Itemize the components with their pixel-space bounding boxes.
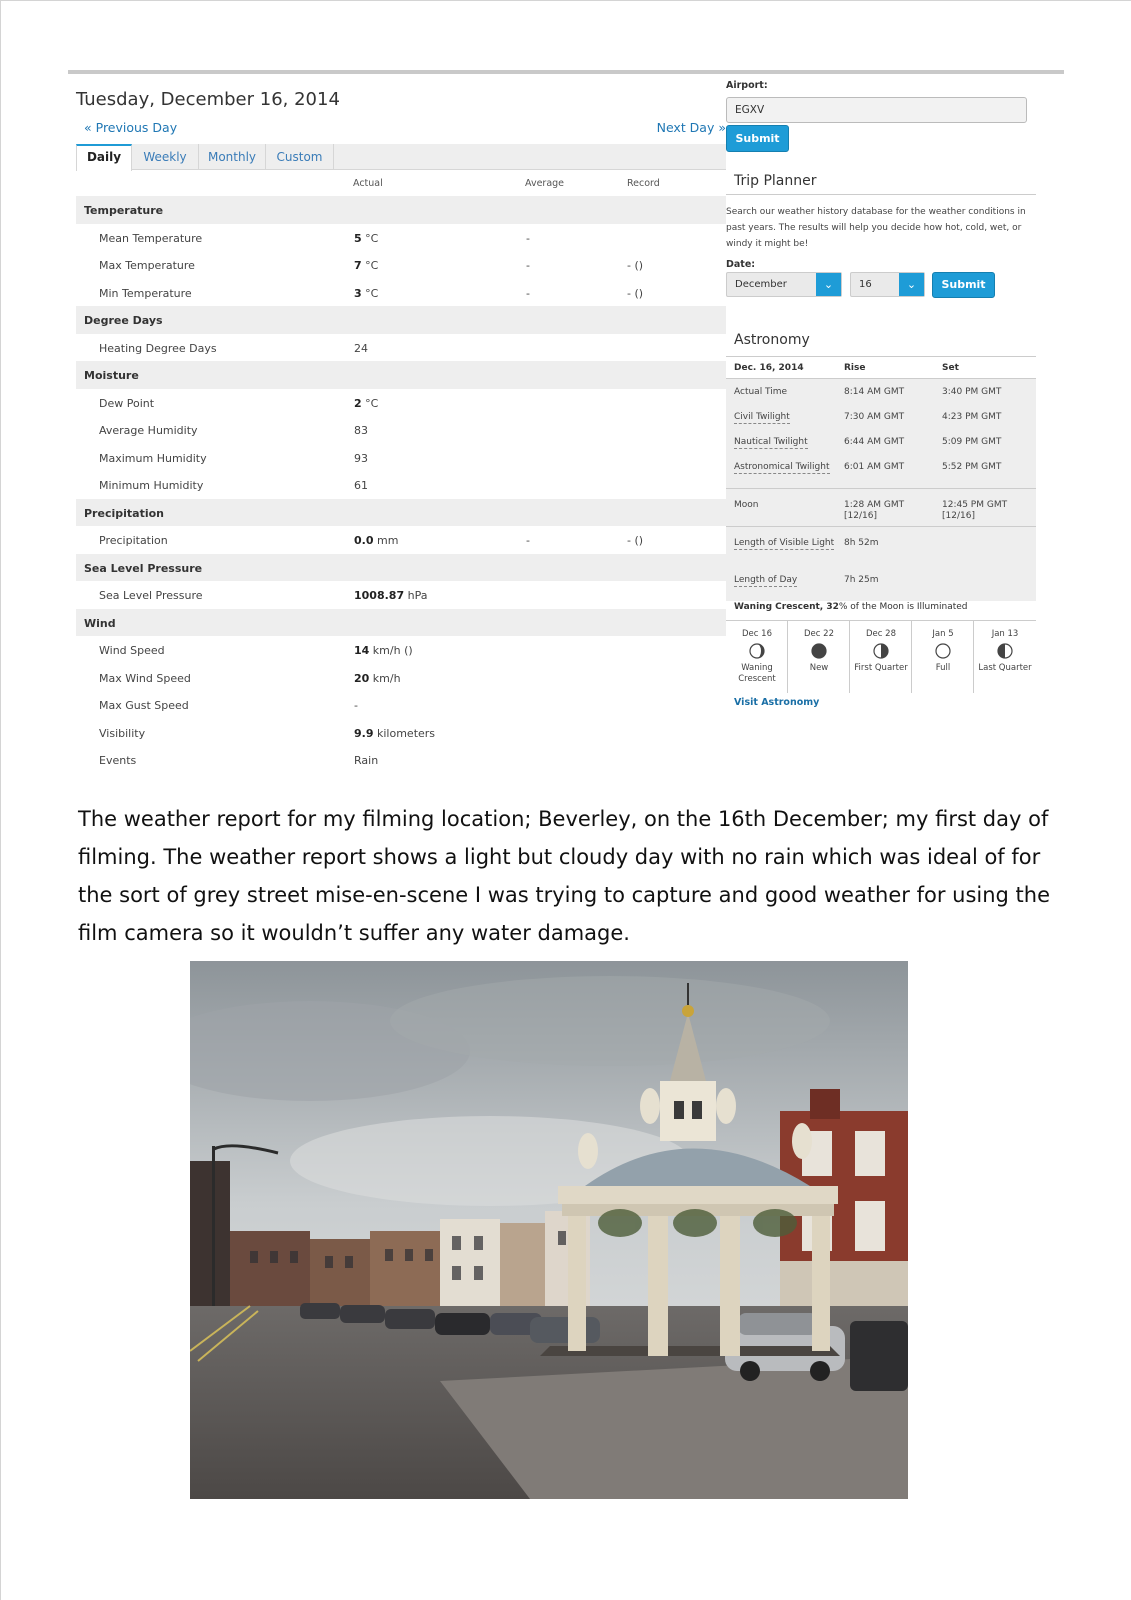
actual-value xyxy=(354,424,368,437)
table-row xyxy=(76,471,726,499)
rise-time: 7h 25m xyxy=(844,575,879,585)
moon-phases xyxy=(726,620,1036,692)
next-day-link[interactable]: Next Day » xyxy=(656,120,726,135)
table-section-header xyxy=(76,306,726,334)
rise-time: 6:44 AM GMT xyxy=(844,437,905,447)
actual-value xyxy=(354,589,427,602)
actual-value xyxy=(354,259,378,272)
row-label: Sea Level Pressure xyxy=(99,589,203,602)
rise-time: 8h 52m xyxy=(844,538,879,548)
last-quarter-icon xyxy=(997,643,1013,659)
actual-unit: hPa xyxy=(404,589,428,602)
actual-unit: kilometers xyxy=(373,726,436,740)
actual-unit: 83 xyxy=(354,424,368,437)
tab-monthly[interactable]: Monthly xyxy=(199,144,266,170)
beverley-market-cross-photo xyxy=(190,961,908,1499)
month-select-value: December xyxy=(735,279,787,290)
actual-unit: 24 xyxy=(354,341,368,355)
row-label: Events xyxy=(99,754,137,767)
table-section-header xyxy=(76,499,726,527)
set-time: 4:23 PM GMT xyxy=(942,412,1002,422)
set-time: 5:09 PM GMT xyxy=(942,437,1002,447)
set-time: 12:45 PM GMT [12/16] xyxy=(942,500,1008,521)
moon-illumination xyxy=(734,602,968,612)
new-moon-icon xyxy=(811,643,827,659)
astronomy-term-link[interactable]: Nautical Twilight xyxy=(734,437,808,447)
astronomy-header xyxy=(726,356,1036,379)
moon-phase-item xyxy=(974,621,1036,693)
table-row xyxy=(76,664,726,692)
actual-value xyxy=(354,232,378,245)
airport-input[interactable] xyxy=(726,97,1027,123)
actual-number: 20 xyxy=(354,671,370,685)
row-label: Max Wind Speed xyxy=(99,671,191,685)
actual-number: 1008.87 xyxy=(354,589,405,602)
table-row xyxy=(76,416,726,444)
top-divider xyxy=(68,70,1064,74)
first-quarter-icon xyxy=(873,643,889,659)
section-label: Temperature xyxy=(84,204,164,217)
trip-planner-title: Trip Planner xyxy=(734,173,817,189)
divider xyxy=(726,488,1036,489)
date-title: Tuesday, December 16, 2014 xyxy=(76,89,340,110)
actual-value xyxy=(354,452,368,465)
moon-phase-item xyxy=(850,621,912,693)
row-label: Max Temperature xyxy=(99,259,195,272)
moon-phase-date: Dec 28 xyxy=(866,629,896,639)
chevron-down-icon: ⌄ xyxy=(816,273,841,296)
trip-planner-description: Search our weather history database for the weather conditions in past years. The results will help you decide how hot, cold, wet, or windy it might be! xyxy=(726,207,1026,249)
table-row xyxy=(76,691,726,719)
row-label: Maximum Humidity xyxy=(99,451,207,465)
table-row xyxy=(76,444,726,472)
record-value: - () xyxy=(627,534,644,547)
caption-text: The weather report for my filming location; Beverley, on the 16th December; my first day of filming. The weather report shows a light but cloudy day with no rain which was ideal of for the sort of grey street mise-en-scene I was trying to capture and good weather for using the film camera so it wouldn’t suffer any water damage. xyxy=(78,807,1051,945)
record-value: - () xyxy=(627,259,644,272)
month-select[interactable] xyxy=(726,272,842,297)
section-label: Sea Level Pressure xyxy=(84,561,203,575)
average-value: - xyxy=(526,286,530,300)
row-label: Max Gust Speed xyxy=(99,699,189,712)
tab-weekly[interactable]: Weekly xyxy=(132,144,199,170)
actual-unit: °C xyxy=(361,259,379,272)
table-row xyxy=(76,251,726,279)
astronomy-row-label: Actual Time xyxy=(734,387,788,397)
record-value: - () xyxy=(627,286,644,300)
column-header-actual: Actual xyxy=(353,178,383,189)
rise-header: Rise xyxy=(844,363,866,373)
astronomy-table xyxy=(726,379,1036,601)
astronomy-term-link[interactable]: Length of Day xyxy=(734,575,798,585)
rise-time: 8:14 AM GMT xyxy=(844,387,905,397)
moon-phase-item xyxy=(726,621,788,693)
table-row xyxy=(76,526,726,554)
table-row xyxy=(76,719,726,747)
row-label: Minimum Humidity xyxy=(99,479,204,492)
column-header-record: Record xyxy=(627,178,660,189)
section-label: Wind xyxy=(84,616,116,630)
waning-crescent-icon xyxy=(749,643,765,659)
actual-value xyxy=(354,644,413,657)
astronomy-date: Dec. 16, 2014 xyxy=(734,363,804,373)
day-select[interactable] xyxy=(850,272,925,297)
table-section-header xyxy=(76,361,726,389)
average-value: - xyxy=(526,534,530,547)
moon-phase-item xyxy=(912,621,974,693)
actual-unit: km/h xyxy=(369,671,401,685)
previous-day-link[interactable]: « Previous Day xyxy=(84,120,178,135)
actual-value xyxy=(354,534,398,547)
actual-unit: 61 xyxy=(354,479,368,492)
tab-daily[interactable]: Daily xyxy=(76,144,132,171)
actual-number: 9.9 xyxy=(354,726,374,740)
row-label: Min Temperature xyxy=(99,286,192,300)
actual-number: 5 xyxy=(354,231,362,245)
actual-value xyxy=(354,699,358,712)
table-row xyxy=(76,224,726,252)
actual-unit: °C xyxy=(361,396,379,410)
moon-phase-date: Dec 16 xyxy=(742,629,772,639)
moon-phase-date: Jan 13 xyxy=(991,629,1019,639)
table-section-header xyxy=(76,609,726,637)
table-section-header xyxy=(76,196,726,224)
actual-value xyxy=(354,672,401,685)
full-moon-icon xyxy=(935,643,951,659)
rise-time: 1:28 AM GMT [12/16] xyxy=(844,500,905,521)
table-row xyxy=(76,581,726,609)
row-label: Heating Degree Days xyxy=(99,341,217,355)
table-row xyxy=(76,279,726,307)
divider xyxy=(726,194,1036,195)
divider xyxy=(726,526,1036,527)
astronomy-row-label: Moon xyxy=(734,500,759,510)
day-select-value: 16 xyxy=(859,279,872,290)
actual-number: 14 xyxy=(354,644,370,657)
rise-time: 7:30 AM GMT xyxy=(844,412,905,422)
row-label: Mean Temperature xyxy=(99,231,203,245)
moon-phase-name: New xyxy=(809,663,829,673)
set-time: 5:52 PM GMT xyxy=(942,462,1002,472)
section-label: Moisture xyxy=(84,369,139,382)
actual-unit: Rain xyxy=(354,754,379,767)
tab-custom[interactable]: Custom xyxy=(266,144,334,170)
visit-astronomy-link[interactable]: Visit Astronomy xyxy=(734,697,820,708)
astronomy-term-link[interactable]: Astronomical Twilight xyxy=(734,462,830,472)
section-label: Precipitation xyxy=(84,506,164,520)
moon-phase-date: Dec 22 xyxy=(804,629,834,639)
astronomy-term-link[interactable]: Length of Visible Light xyxy=(734,538,835,548)
actual-number: 3 xyxy=(354,286,362,300)
rise-time: 6:01 AM GMT xyxy=(844,462,905,472)
row-label: Precipitation xyxy=(99,534,168,547)
moon-phase-name: Waning Crescent xyxy=(738,663,776,684)
moon-phase-date: Jan 5 xyxy=(932,629,954,639)
average-value: - xyxy=(526,259,530,272)
weather-table xyxy=(76,196,726,774)
table-row xyxy=(76,334,726,362)
row-label: Wind Speed xyxy=(99,644,165,657)
moon-phase-name: Waning Crescent, 32 xyxy=(734,602,839,612)
moon-phase-name: Last Quarter xyxy=(978,663,1032,673)
moon-phase-name: First Quarter xyxy=(854,663,908,673)
view-tabs xyxy=(76,144,726,170)
actual-unit: - xyxy=(354,699,358,712)
actual-unit: °C xyxy=(361,231,379,245)
column-header-average: Average xyxy=(525,178,565,189)
set-time: 3:40 PM GMT xyxy=(942,387,1002,397)
average-value: - xyxy=(526,231,530,245)
weather-screenshot xyxy=(68,70,1064,776)
section-label: Degree Days xyxy=(84,314,163,327)
moon-illumination-text: % of the Moon is Illuminated xyxy=(838,602,968,612)
trip-submit-button[interactable]: Submit xyxy=(932,272,995,298)
airport-label: Airport: xyxy=(726,80,768,91)
row-label: Average Humidity xyxy=(99,424,198,437)
actual-unit: °C xyxy=(361,286,379,300)
actual-value xyxy=(354,342,368,355)
table-row xyxy=(76,636,726,664)
actual-unit: 93 xyxy=(354,451,368,465)
table-section-header xyxy=(76,554,726,582)
chevron-down-icon: ⌄ xyxy=(899,273,924,296)
date-label: Date: xyxy=(726,259,756,270)
actual-value xyxy=(354,754,378,767)
astronomy-term-link[interactable]: Civil Twilight xyxy=(734,412,790,422)
actual-number: 7 xyxy=(354,259,362,272)
moon-phase-name: Full xyxy=(935,663,951,673)
moon-phase-item xyxy=(788,621,850,693)
table-row xyxy=(76,389,726,417)
actual-value xyxy=(354,397,378,410)
astronomy-title: Astronomy xyxy=(734,332,810,348)
actual-value xyxy=(354,287,378,300)
row-label: Visibility xyxy=(99,726,146,740)
row-label: Dew Point xyxy=(99,396,155,410)
actual-unit: km/h () xyxy=(369,644,413,657)
set-header: Set xyxy=(942,363,959,373)
actual-unit: mm xyxy=(373,534,399,547)
actual-value xyxy=(354,479,368,492)
actual-number: 2 xyxy=(354,396,362,410)
airport-submit-button[interactable]: Submit xyxy=(726,125,789,152)
actual-value xyxy=(354,727,435,740)
table-row xyxy=(76,746,726,774)
actual-number: 0.0 xyxy=(354,534,374,547)
